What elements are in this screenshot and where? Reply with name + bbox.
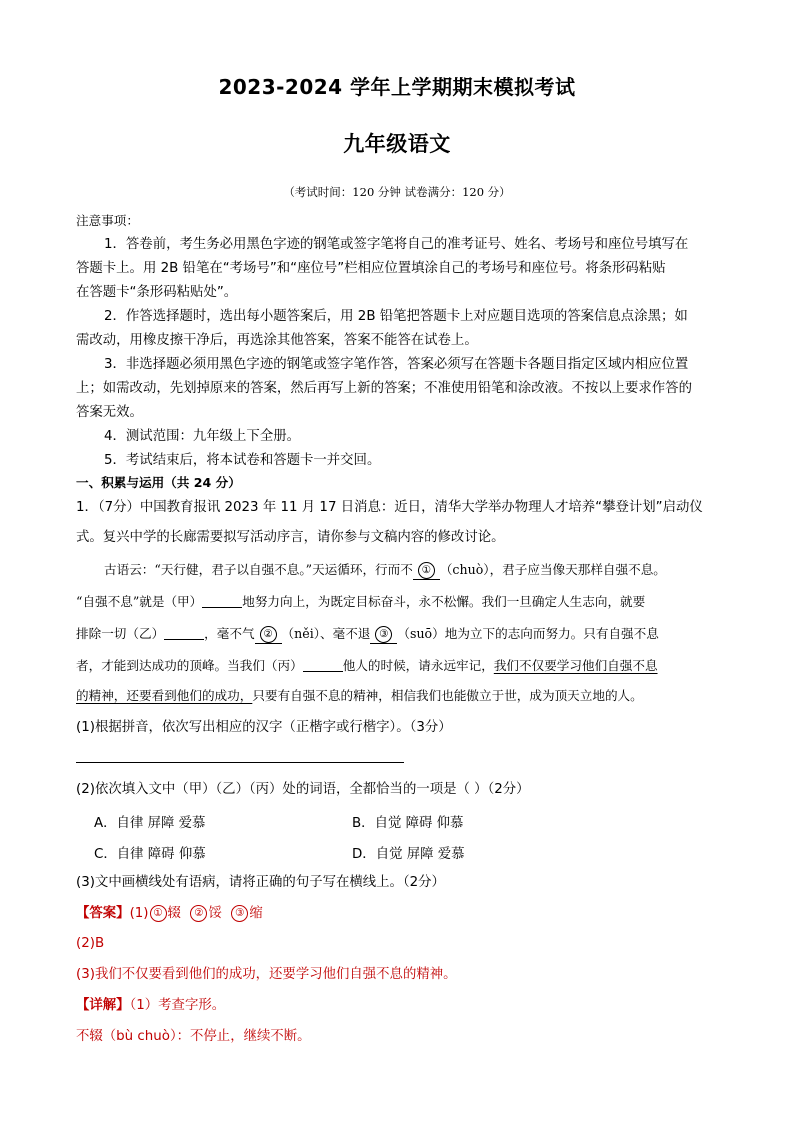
exam-title: 2023-2024 学年上学期期末模拟考试 xyxy=(218,75,576,99)
answer-char: 缩 xyxy=(249,906,263,921)
circled-number: ③ xyxy=(375,626,392,643)
passage-text: 排除一切（乙） xyxy=(76,626,165,641)
passage-line xyxy=(76,657,726,675)
passage-line xyxy=(76,593,726,611)
passage-line xyxy=(76,625,726,644)
exam-info: （考试时间：120 分钟 试卷满分：120 分） xyxy=(283,185,511,199)
blank-yi xyxy=(164,627,204,640)
blank-jia xyxy=(202,595,242,608)
answer-line-3: (3)我们不仅要看到他们的成功，还要学习他们自强不息的精神。 xyxy=(76,967,457,982)
notice-line: 4．测试范围：九年级上下全册。 xyxy=(104,429,300,444)
exam-subtitle: 九年级语文 xyxy=(343,132,451,156)
passage-text: 地努力向上，为既定目标奋斗，永不松懈。我们一旦确定人生志向，就要 xyxy=(242,594,646,609)
passage-text: 他人的时候，请永远牢记， xyxy=(342,658,494,673)
notice-line: 需改动，用橡皮擦干净后，再选涂其他答案，答案不能答在试卷上。 xyxy=(76,333,478,348)
passage-text: ，毫不气 xyxy=(204,626,255,641)
sub-question-2: (2)依次填入文中（甲）（乙）（丙）处的词语，全都恰当的一项是（ ）（2分） xyxy=(76,782,530,797)
blank-bing xyxy=(303,659,343,672)
underlined-sentence: 的精神，还要看到他们的成功， xyxy=(76,688,253,703)
answer-char: 馁 xyxy=(208,906,222,921)
detail-line xyxy=(76,997,726,1015)
underlined-sentence: 我们不仅要学习他们自强不息 xyxy=(493,658,658,673)
circled-number: ② xyxy=(260,626,277,643)
passage-text: “自强不息”就是（甲） xyxy=(76,594,203,609)
answer-char: 辍 xyxy=(167,906,181,921)
passage-line xyxy=(104,561,726,580)
detail-label: 【详解】 xyxy=(76,998,130,1013)
option-b: B．自觉 障碍 仰慕 xyxy=(352,816,464,831)
notice-heading: 注意事项： xyxy=(76,213,139,228)
circled-number: ① xyxy=(150,905,167,922)
passage-text: （něi）、毫不退 xyxy=(281,626,371,641)
circled-number: ① xyxy=(418,562,435,579)
section-heading: 一、积累与运用（共 24 分） xyxy=(76,475,241,490)
blank-1 xyxy=(413,561,440,580)
notice-line: 上；如需改动，先划掉原来的答案，然后再写上新的答案；不准使用铅笔和涂改液。不按以上要求作答的 xyxy=(76,381,692,396)
blank-3 xyxy=(370,625,397,644)
notice-line: 2．作答选择题时，选出每小题答案后，用 2B 铅笔把答题卡上对应题目选项的答案信息点涂黑；如 xyxy=(104,309,688,324)
answer-line-1 xyxy=(76,905,726,923)
passage-text: （chuò），君子应当像天那样自强不息。 xyxy=(439,562,666,577)
sub-question-3: (3)文中画横线处有语病，请将正确的句子写在横线上。（2分） xyxy=(76,875,445,890)
detail-text: （1）考查字形。 xyxy=(129,998,226,1013)
answer-label: 【答案】 xyxy=(76,906,130,921)
notice-line: 答案无效。 xyxy=(76,405,143,420)
passage-text: 只要有自强不息的精神，相信我们也能傲立于世，成为顶天立地的人。 xyxy=(252,688,643,703)
gloss-line: 不辍（bù chuò）：不停止，继续不断。 xyxy=(76,1029,311,1044)
option-c: C．自律 障碍 仰慕 xyxy=(94,847,206,862)
answer-line xyxy=(76,762,404,763)
notice-line: 在答题卡“条形码粘贴处”。 xyxy=(76,285,238,300)
notice-line: 答题卡上。用 2B 铅笔在“考场号”和“座位号”栏相应位置填涂自己的考场号和座位号。将条形码粘贴 xyxy=(76,261,666,276)
notice-line: 1．答卷前，考生务必用黑色字迹的钢笔或签字笔将自己的准考证号、姓名、考场号和座位号填写在 xyxy=(104,237,689,252)
passage-text: 古语云：“天行健，君子以自强不息。”天运循环，行而不 xyxy=(104,562,413,577)
passage-text: 者，才能到达成功的顶峰。当我们（丙） xyxy=(76,658,303,673)
answer-prefix: (1) xyxy=(129,906,149,921)
circled-number: ③ xyxy=(231,905,248,922)
notice-line: 5．考试结束后，将本试卷和答题卡一并交回。 xyxy=(104,453,381,468)
notice-line: 3．非选择题必须用黑色字迹的钢笔或签字笔作答，答案必须写在答题卡各题目指定区域内相应位置 xyxy=(104,357,689,372)
passage-text: （suō）地为立下的志向而努力。只有自强不息 xyxy=(397,626,659,641)
question-intro: 式。复兴中学的长廊需要拟写活动序言，请你参与文稿内容的修改讨论。 xyxy=(76,530,505,545)
passage-line xyxy=(76,687,726,705)
option-a: A．自律 屏障 爱慕 xyxy=(94,816,206,831)
circled-number: ② xyxy=(190,905,207,922)
question-intro: 1．（7分）中国教育报讯 2023 年 11 月 17 日消息：近日，清华大学举办物理人才培养“攀登计划”启动仪 xyxy=(76,500,703,515)
option-d: D．自觉 屏障 爱慕 xyxy=(352,847,465,862)
sub-question-1: (1)根据拼音，依次写出相应的汉字（正楷字或行楷字）。（3分） xyxy=(76,720,452,735)
blank-2 xyxy=(255,625,282,644)
answer-line-2: (2)B xyxy=(76,936,105,951)
